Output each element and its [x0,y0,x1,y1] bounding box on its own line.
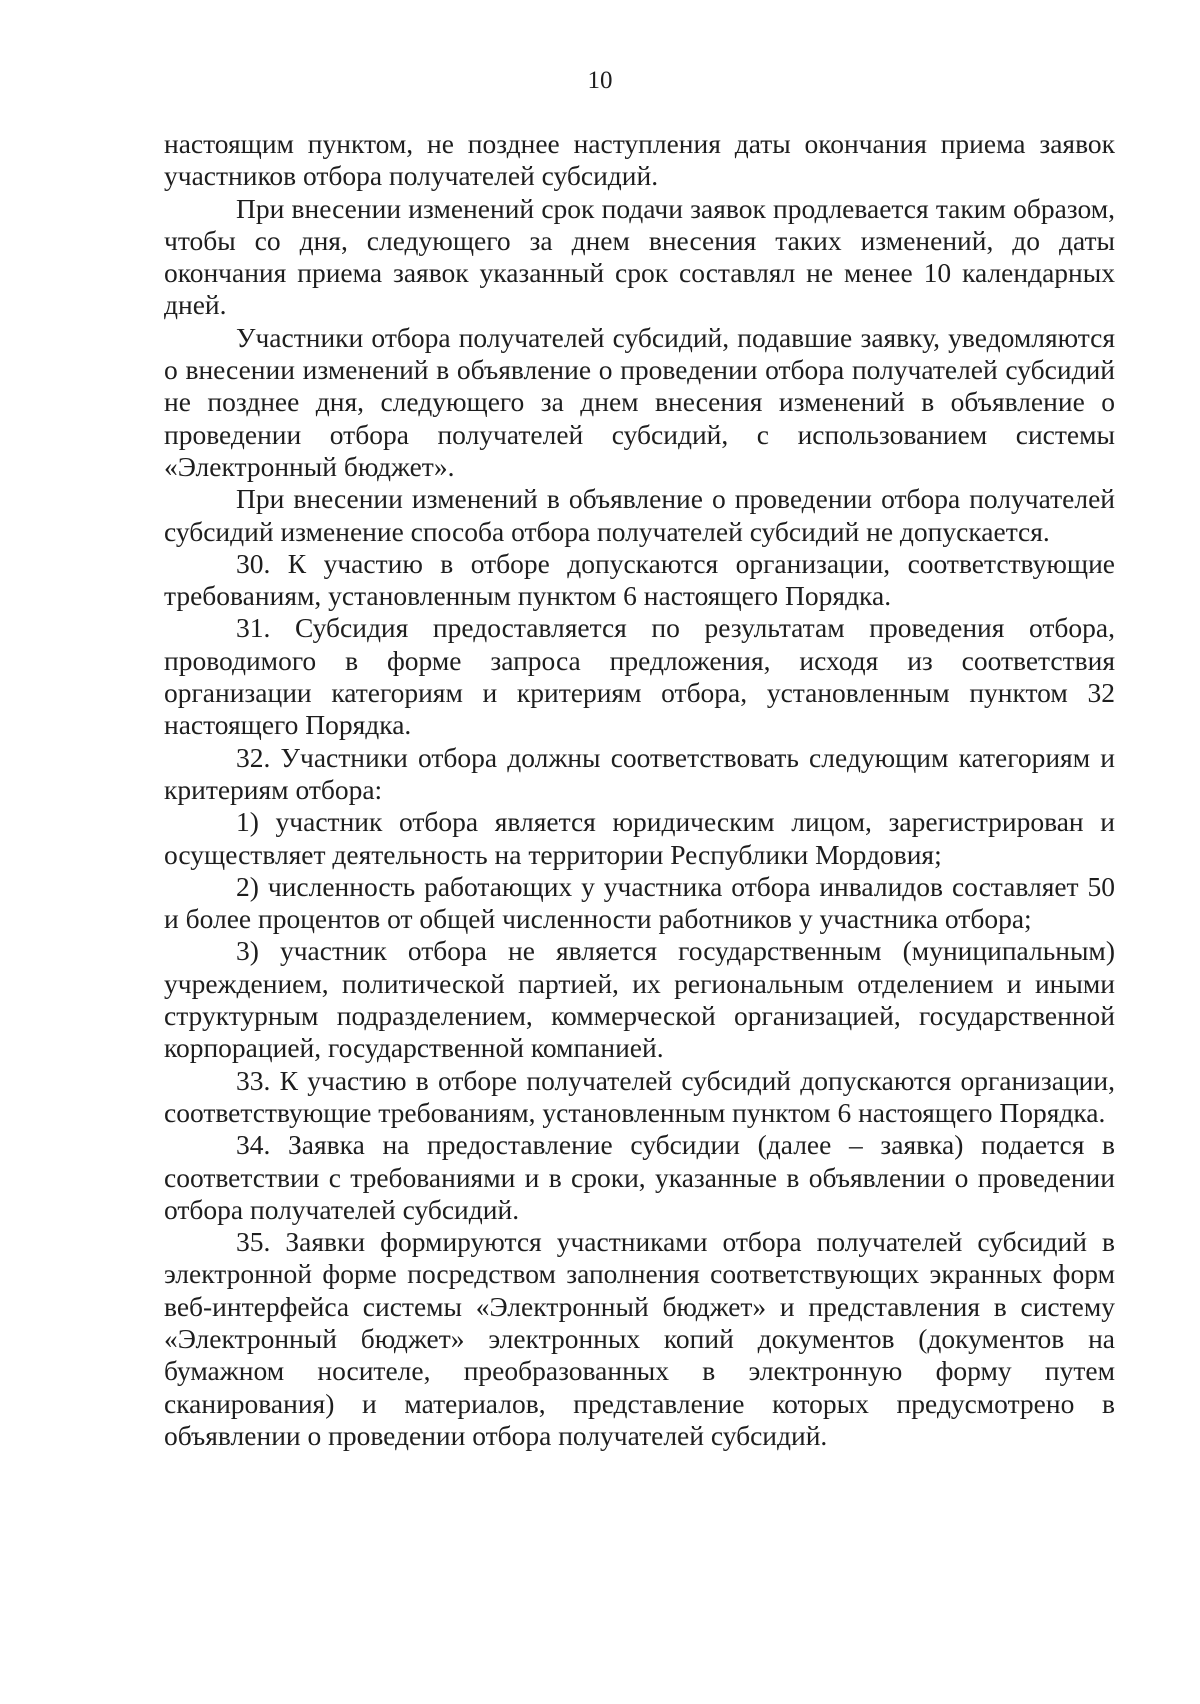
clause-31: 31. Субсидия предоставляется по результатам проведения отбора, проводимого в форме запроса предложения, исходя из соответствия организации категориям и критериям отбора, установленным пунктом 32 настоящего Порядка. [164,612,1115,741]
clause-32-item-1: 1) участник отбора является юридическим лицом, зарегистрирован и осуществляет деятельность на территории Республики Мордовия; [164,806,1115,870]
paragraph-deadline-extension: При внесении изменений срок подачи заявок продлевается таким образом, чтобы со дня, следующего за днем внесения таких изменений, до даты окончания приема заявок указанный срок составлял не менее 10 календарных дней. [164,192,1115,321]
clause-32: 32. Участники отбора должны соответствовать следующим категориям и критериям отбора: [164,741,1115,805]
document-body [164,128,1115,1452]
paragraph-continuation: настоящим пунктом, не позднее наступления даты окончания приема заявок участников отбора получателей субсидий. [164,128,1115,192]
paragraph-method-change-prohibited: При внесении изменений в объявление о проведении отбора получателей субсидий изменение способа отбора получателей субсидий не допускается. [164,483,1115,547]
clause-32-item-2: 2) численность работающих у участника отбора инвалидов составляет 50 и более процентов от общей численности работников у участника отбора; [164,870,1115,935]
paragraph-participant-notification: Участники отбора получателей субсидий, подавшие заявку, уведомляются о внесении изменений в объявление о проведении отбора получателей субсидий не позднее дня, следующего за днем внесения изменений в объявление о проведении отбора получателей субсидий, с использованием системы «Электронный бюджет». [164,321,1115,482]
clause-33: 33. К участию в отборе получателей субсидий допускаются организации, соответствующие требованиям, установленным пунктом 6 настоящего Порядка. [164,1064,1115,1128]
clause-34: 34. Заявка на предоставление субсидии (далее – заявка) подается в соответствии с требованиями и в сроки, указанные в объявлении о проведении отбора получателей субсидий. [164,1129,1115,1225]
clause-32-item-3: 3) участник отбора не является государственным (муниципальным) учреждением, политической партией, их региональным отделением и иными структурным подразделением, коммерческой организацией, государственной корпорацией, государственной компанией. [164,935,1115,1064]
clause-35: 35. Заявки формируются участниками отбора получателей субсидий в электронной форме посредством заполнения соответствующих экранных форм веб-интерфейса системы «Электронный бюджет» и представления в систему «Электронный бюджет» электронных копий документов (документов на бумажном носителе, преобразованных в электронную форму путем сканирования) и материалов, представление которых предусмотрено в объявлении о проведении отбора получателей субсидий. [164,1226,1115,1451]
page-number: 10 [587,67,613,94]
clause-30: 30. К участию в отборе допускаются организации, соответствующие требованиям, установленным пунктом 6 настоящего Порядка. [164,547,1115,612]
